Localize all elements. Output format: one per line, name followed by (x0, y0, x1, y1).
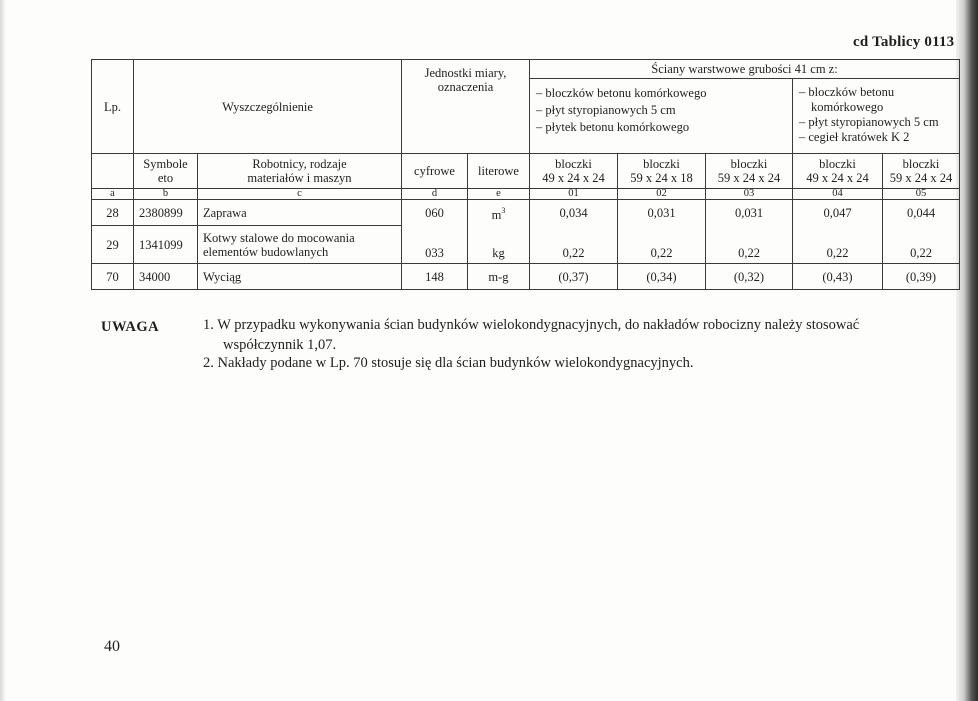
row-unit-symbol: kg (468, 226, 530, 264)
row-value-03: 0,031 (706, 200, 793, 226)
group2-description: – bloczków betonu komórkowego – płyt styropianowych 5 cm – cegieł kratówek K 2 (793, 79, 960, 154)
col-05-header: bloczki 59 x 24 x 24 (883, 154, 960, 189)
row-lp: 29 (92, 226, 134, 264)
row-value-04: (0,43) (793, 264, 883, 290)
note-1: 1. W przypadku wykonywania ścian budynków wielokondygnacyjnych, do nakładów robocizny należy stosować (203, 317, 860, 333)
letter-b: b (134, 189, 198, 200)
row-value-04: 0,047 (793, 200, 883, 226)
lp-header: Lp. (92, 60, 134, 154)
row-value-05: 0,22 (883, 226, 960, 264)
row-unit-code: 060 (402, 200, 468, 226)
notes-label: UWAGA (101, 319, 160, 335)
row-value-01: 0,034 (530, 200, 618, 226)
letter-04: 04 (793, 189, 883, 200)
symbole-header: Symbole eto (134, 154, 198, 189)
norms-table (91, 59, 960, 290)
letter-c: c (198, 189, 402, 200)
row-unit-symbol: m-g (468, 264, 530, 290)
row-value-04: 0,22 (793, 226, 883, 264)
letter-05: 05 (883, 189, 960, 200)
row-description: Kotwy stalowe do mocowania elementów budowlanych (198, 226, 402, 264)
literowe-header: literowe (468, 154, 530, 189)
row-symbol: 34000 (134, 264, 198, 290)
note-1-continuation: współczynnik 1,07. (223, 337, 337, 353)
row-value-03: (0,32) (706, 264, 793, 290)
row-value-02: 0,22 (618, 226, 706, 264)
header-row-3 (92, 154, 960, 189)
row-value-05: 0,044 (883, 200, 960, 226)
table-row (92, 264, 960, 290)
letter-d: d (402, 189, 468, 200)
row-unit-code: 033 (402, 226, 468, 264)
table-reference: cd Tablicy 0113 (853, 34, 955, 50)
row-value-01: (0,37) (530, 264, 618, 290)
lp-header-blank (92, 154, 134, 189)
group1-description: – bloczków betonu komórkowego – płyt styropianowych 5 cm – płytek betonu komórkowego (530, 79, 793, 154)
column-letters-row (92, 189, 960, 200)
letter-a: a (92, 189, 134, 200)
jednostki-header: Jednostki miary, oznaczenia (402, 60, 530, 154)
col-02-header: bloczki 59 x 24 x 18 (618, 154, 706, 189)
row-unit-symbol: $m^3$ (468, 200, 530, 226)
note-2: 2. Nakłady podane w Lp. 70 stosuje się dla ścian budynków wielokondygnacyjnych. (203, 355, 694, 371)
page-number: 40 (104, 638, 120, 655)
page-shadow-left (0, 0, 6, 701)
letter-02: 02 (618, 189, 706, 200)
col-03-header: bloczki 59 x 24 x 24 (706, 154, 793, 189)
row-description: Zaprawa (198, 200, 402, 226)
wyszczegolnienie-header: Wyszczególnienie (134, 60, 402, 154)
row-value-05: (0,39) (883, 264, 960, 290)
col-04-header: bloczki 49 x 24 x 24 (793, 154, 883, 189)
row-lp: 70 (92, 264, 134, 290)
row-value-03: 0,22 (706, 226, 793, 264)
row-value-01: 0,22 (530, 226, 618, 264)
header-row-1 (92, 60, 960, 79)
row-value-02: (0,34) (618, 264, 706, 290)
sciany-header: Ściany warstwowe grubości 41 cm z: (530, 60, 960, 79)
cyfrowe-header: cyfrowe (402, 154, 468, 189)
table-row (92, 200, 960, 226)
row-unit-code: 148 (402, 264, 468, 290)
letter-01: 01 (530, 189, 618, 200)
table-row (92, 226, 960, 264)
row-value-02: 0,031 (618, 200, 706, 226)
robotnicy-header: Robotnicy, rodzaje materiałów i maszyn (198, 154, 402, 189)
row-symbol: 2380899 (134, 200, 198, 226)
letter-e: e (468, 189, 530, 200)
row-symbol: 1341099 (134, 226, 198, 264)
row-description: Wyciąg (198, 264, 402, 290)
letter-03: 03 (706, 189, 793, 200)
row-lp: 28 (92, 200, 134, 226)
col-01-header: bloczki 49 x 24 x 24 (530, 154, 618, 189)
